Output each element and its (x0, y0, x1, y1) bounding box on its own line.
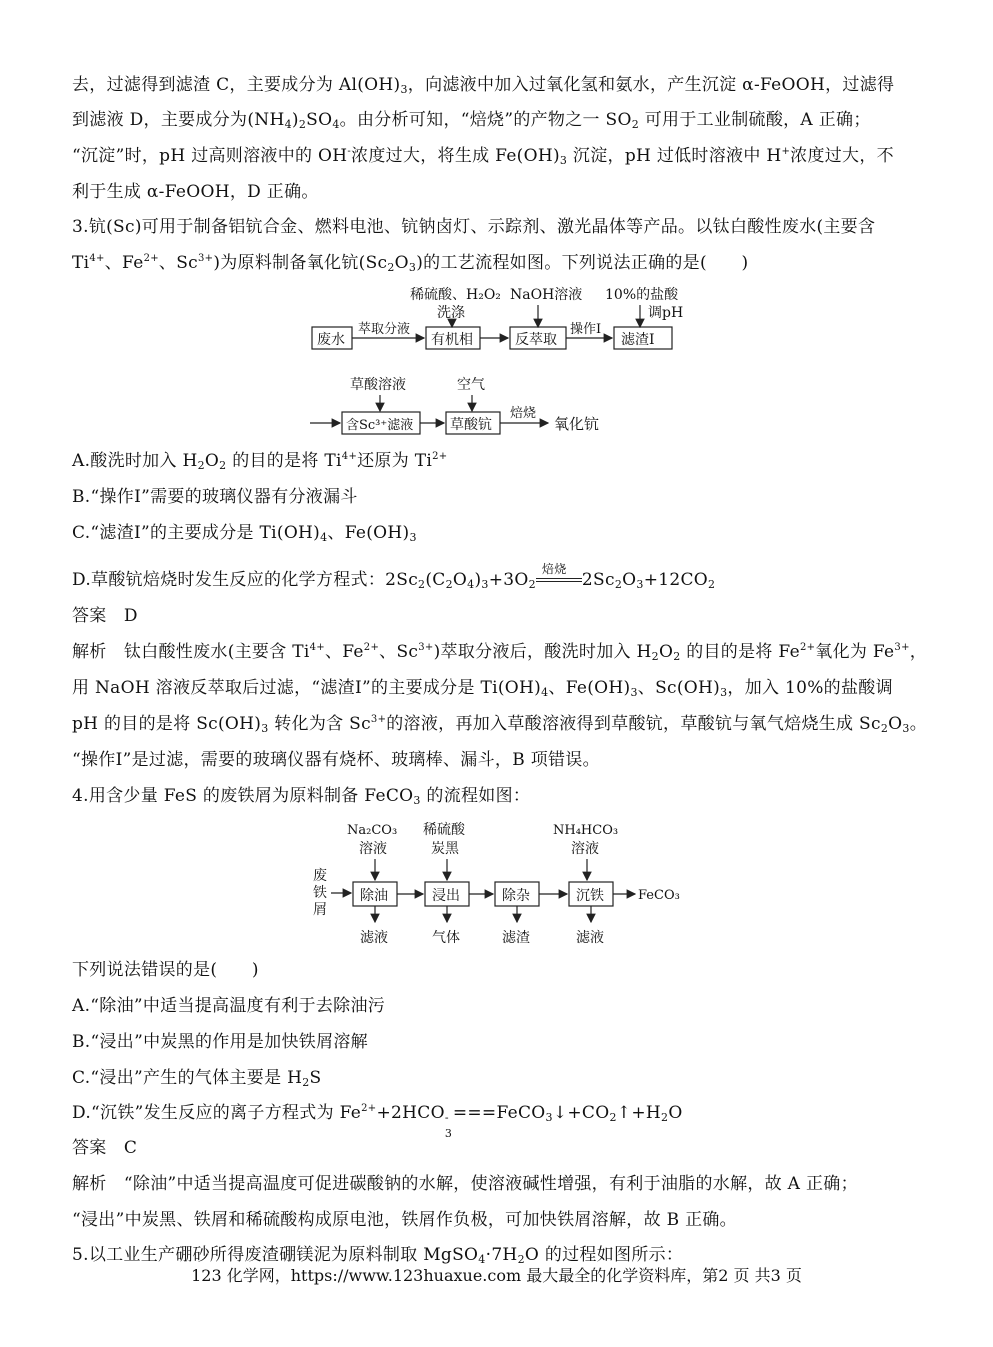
flow1-box-organic: 有机相 (431, 332, 473, 348)
flow1-input-hcl: 10%的盐酸 (605, 287, 679, 303)
text-line: D.草酸钪焙烧时发生反应的化学方程式：$2Sc_2(C_2O_4)_3+3O_2$ 焙烧 $2Sc_2O_3+12CO_2$ (72, 561, 716, 591)
flow2-out-gas: 气体 (432, 930, 460, 946)
flow1-box-scfiltrate: 含Sc³⁺滤液 (346, 418, 414, 433)
text-line: “沉淀”时，pH 过高则溶液中的 OH-浓度过大，将生成 $Fe(OH)_3$ 沉淀，pH 过低时溶液中 H+浓度过大，不 (72, 146, 894, 167)
text-line: 去，过滤得到滤渣 C，主要成分为 $Al(OH)_3$，向滤液中加入过氧化氢和氨水，产生沉淀 α-FeOOH，过滤得 (72, 75, 895, 96)
flow2-box-leach: 浸出 (432, 888, 460, 904)
flow2-box-purify: 除杂 (502, 888, 530, 904)
flow2-in-na2co3: Na₂CO₃ (347, 823, 398, 838)
flow2-start-3: 屑 (313, 902, 327, 918)
flowchart-scandium (300, 283, 700, 443)
flow2-input-oxalic: 草酸溶液 (350, 377, 406, 393)
text-line: 4.用含少量 FeS 的废铁屑为原料制备 FeCO$_3$ 的流程如图： (72, 786, 531, 807)
flow2-out-filtrate2: 滤液 (576, 930, 604, 946)
flow2-product: FeCO₃ (638, 888, 680, 903)
page-footer: 123 化学网，https://www.123huaxue.com 最大最全的化学资料库，第2 页 共3 页 (191, 1266, 802, 1285)
text-line: “浸出”中炭黑、铁屑和稀硫酸构成原电池，铁屑作负极，可加快铁屑溶解，故 B 正确。 (72, 1210, 737, 1230)
text-line: D.“沉铁”发生反应的离子方程式为 $Fe^{2+}+2HCO$ - 3 $===FeCO_3↓+CO_2↑+H_2O$ (72, 1103, 683, 1140)
text-line: B.“浸出”中炭黑的作用是加快铁屑溶解 (72, 1032, 368, 1052)
flow1-input-acid: 稀硫酸、H₂O₂ (410, 287, 501, 303)
text-line: A.酸洗时加入 $H_2O_2$ 的目的是将 $Ti^{4+}$还原为 $Ti^{2+}$ (72, 451, 448, 472)
flow2-out-residue: 滤渣 (502, 930, 530, 946)
flow1-arrow-roast: 焙烧 (510, 406, 537, 421)
text-line: 用 NaOH 溶液反萃取后过滤，“滤渣Ⅰ”的主要成分是 $Ti(OH)_4$、$Fe(OH)_3$、$Sc(OH)_3$，加入 10%的盐酸调 (72, 678, 893, 699)
flow1-box-scoxalate: 草酸钪 (450, 417, 492, 433)
flow1-input-wash: 洗涤 (437, 305, 465, 321)
flow1-arrow-op1: 操作Ⅰ (570, 322, 602, 337)
flow2-in-na2co3-sol: 溶液 (359, 841, 387, 857)
text-line: A.“除油”中适当提高温度有利于去除油污 (72, 996, 386, 1016)
flow2-start-1: 废 (313, 868, 327, 884)
flow1-input-ph: 调pH (648, 305, 684, 321)
flow2-in-nh4hco3: NH₄HCO₃ (553, 823, 619, 838)
flow1-box-wastewater: 废水 (317, 332, 345, 348)
flow2-out-filtrate1: 滤液 (360, 930, 388, 946)
text-line: 答案 D (72, 606, 138, 626)
flow2-input-air: 空气 (457, 377, 485, 393)
text-line: pH 的目的是将 $Sc(OH)_3$ 转化为含 $Sc^{3+}$的溶液，再加入草酸溶液得到草酸钪，草酸钪与氧气焙烧生成 $Sc_2O_3$。 (72, 714, 928, 735)
flow2-start-2: 铁 (313, 885, 327, 901)
flow2-box-precipitate: 沉铁 (576, 888, 604, 904)
text-line: 下列说法错误的是( ) (72, 960, 259, 980)
text-line: 答案 C (72, 1138, 138, 1158)
text-line: 5.以工业生产硼砂所得废渣硼镁泥为原料制取 $MgSO_4\cdot 7H_2O$ 的过程如图所示： (72, 1245, 684, 1266)
text-line: 解析 钛白酸性废水(主要含 $Ti^{4+}$、$Fe^{2+}$、$Sc^{3+}$)萃取分液后，酸洗时加入 $H_2O_2$ 的目的是将 $Fe^{2+}$氧化为 $Fe^{3+}$， (72, 642, 928, 663)
flow2-in-h2so4: 稀硫酸 (423, 822, 465, 838)
text-line: $Ti^{4+}$、$Fe^{2+}$、$Sc^{3+}$)为原料制备氧化钪$(Sc_2O_3)$的工艺流程如图。下列说法正确的是( ) (72, 253, 749, 274)
text-line: C.“滤渣Ⅰ”的主要成分是 $Ti(OH)_4$、$Fe(OH)_3$ (72, 523, 417, 544)
text-line: B.“操作Ⅰ”需要的玻璃仪器有分液漏斗 (72, 487, 358, 507)
flow2-in-nh4hco3-sol: 溶液 (571, 841, 599, 857)
text-line: “操作Ⅰ”是过滤，需要的玻璃仪器有烧杯、玻璃棒、漏斗，B 项错误。 (72, 750, 600, 770)
flow1-box-backextract: 反萃取 (515, 332, 557, 348)
flow1-input-naoh: NaOH溶液 (510, 287, 583, 303)
flow2-box-degrease: 除油 (360, 888, 388, 904)
flow1-product: 氧化钪 (554, 415, 600, 433)
text-line: C.“浸出”产生的气体主要是 $H_2S$ (72, 1068, 322, 1089)
text-line: 解析 “除油”中适当提高温度可促进碳酸钠的水解，使溶液碱性增强，有利于油脂的水解，故 A 正确； (72, 1174, 858, 1194)
text-line: 3.钪(Sc)可用于制备铝钪合金、燃料电池、钪钠卤灯、示踪剂、激光晶体等产品。以钛白酸性废水(主要含 (72, 217, 876, 237)
flow2-in-carbon: 炭黑 (431, 841, 459, 857)
flow1-box-residue: 滤渣Ⅰ (621, 332, 655, 348)
text-line: 利于生成 α-FeOOH，D 正确。 (72, 182, 319, 202)
text-line: 到滤液 D，主要成分为$(NH_4)_2SO_4$。由分析可知，“焙烧”的产物之一 $SO_2$ 可用于工业制硫酸，A 正确； (72, 110, 871, 131)
flow1-arrow-extract: 萃取分液 (358, 322, 411, 337)
flowchart-feco3 (305, 818, 705, 950)
